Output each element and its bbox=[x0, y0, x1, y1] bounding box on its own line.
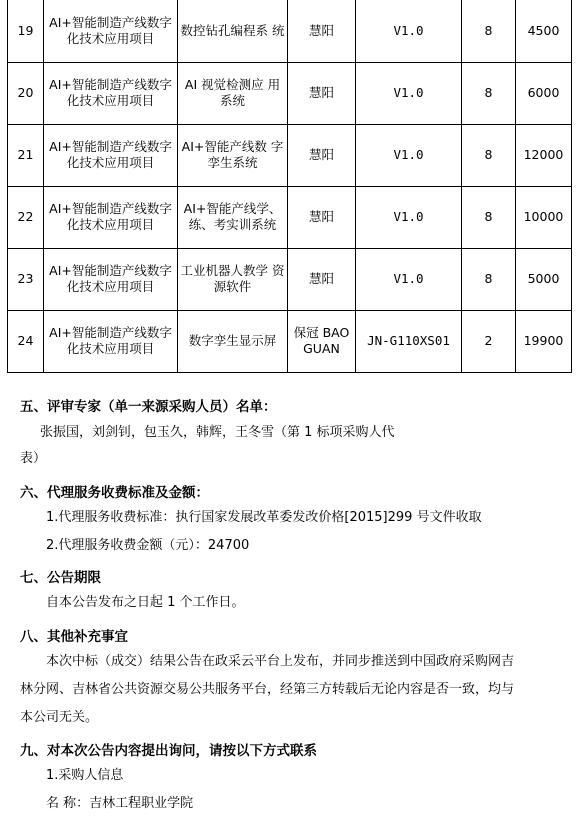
supplementary-text-line: 林分网、吉林省公共资源交易公共服务平台，经第三方转载后无论内容是否一致，均与 bbox=[20, 682, 515, 697]
item-name: 工业机器人教学 资源软件 bbox=[178, 248, 288, 310]
fee-standard-text: 1.代理服务收费标准：执行国家发展改革委发改价格[2015]299 号文件收取 bbox=[46, 510, 482, 525]
row-number: 24 bbox=[8, 310, 44, 372]
item-model: V1.0 bbox=[356, 248, 462, 310]
item-name: AI 视觉检测应 用系统 bbox=[178, 62, 288, 124]
row-number: 21 bbox=[8, 124, 44, 186]
item-price: 6000 bbox=[516, 62, 572, 124]
item-model: V1.0 bbox=[356, 186, 462, 248]
section-heading-experts: 五、评审专家（单一来源采购人员）名单： bbox=[20, 399, 277, 415]
item-price: 10000 bbox=[516, 186, 572, 248]
row-number: 22 bbox=[8, 186, 44, 248]
item-quantity: 8 bbox=[462, 248, 516, 310]
supplementary-text-line: 本次中标（成交）结果公告在政采云平台上发布，并同步推送到中国政府采购网吉 bbox=[46, 654, 515, 669]
item-model: JN-G110XS01 bbox=[356, 310, 462, 372]
project-name: AI+智能制造产线数字化技术应用项目 bbox=[44, 248, 178, 310]
item-brand: 慧阳 bbox=[288, 248, 356, 310]
experts-list-line: 表） bbox=[20, 451, 47, 466]
item-name: 数字孪生显示屏 bbox=[178, 310, 288, 372]
project-name: AI+智能制造产线数字化技术应用项目 bbox=[44, 0, 178, 62]
item-name: AI+智能产线数 字孪生系统 bbox=[178, 124, 288, 186]
item-brand: 慧阳 bbox=[288, 0, 356, 62]
item-brand: 慧阳 bbox=[288, 124, 356, 186]
procurement-items-table bbox=[7, 0, 572, 373]
item-brand: 慧阳 bbox=[288, 186, 356, 248]
section-heading-contact: 九、对本次公告内容提出询问，请按以下方式联系 bbox=[20, 743, 317, 759]
fee-amount-text: 2.代理服务收费金额（元）：24700 bbox=[46, 538, 250, 553]
item-quantity: 8 bbox=[462, 124, 516, 186]
item-quantity: 8 bbox=[462, 186, 516, 248]
row-number: 23 bbox=[8, 248, 44, 310]
item-model: V1.0 bbox=[356, 62, 462, 124]
item-price: 12000 bbox=[516, 124, 572, 186]
purchaser-name-text: 名 称：吉林工程职业学院 bbox=[46, 796, 194, 811]
section-heading-agency-fee: 六、代理服务收费标准及金额： bbox=[20, 485, 209, 501]
table-row bbox=[8, 248, 572, 310]
item-model: V1.0 bbox=[356, 124, 462, 186]
item-price: 4500 bbox=[516, 0, 572, 62]
item-quantity: 2 bbox=[462, 310, 516, 372]
section-heading-notice-period: 七、公告期限 bbox=[20, 570, 101, 586]
item-price: 5000 bbox=[516, 248, 572, 310]
notice-period-text: 自本公告发布之日起 1 个工作日。 bbox=[46, 595, 245, 610]
supplementary-text-line: 本公司无关。 bbox=[20, 710, 99, 725]
row-number: 19 bbox=[8, 0, 44, 62]
item-name: 数控钻孔编程系 统 bbox=[178, 0, 288, 62]
item-name: AI+智能产线学、 练、考实训系统 bbox=[178, 186, 288, 248]
table-row bbox=[8, 124, 572, 186]
table-row bbox=[8, 186, 572, 248]
table-row bbox=[8, 310, 572, 372]
table-row bbox=[8, 0, 572, 62]
item-model: V1.0 bbox=[356, 0, 462, 62]
item-brand: 慧阳 bbox=[288, 62, 356, 124]
purchaser-info-label: 1.采购人信息 bbox=[46, 768, 124, 783]
project-name: AI+智能制造产线数字化技术应用项目 bbox=[44, 62, 178, 124]
item-quantity: 8 bbox=[462, 0, 516, 62]
project-name: AI+智能制造产线数字化技术应用项目 bbox=[44, 186, 178, 248]
project-name: AI+智能制造产线数字化技术应用项目 bbox=[44, 124, 178, 186]
row-number: 20 bbox=[8, 62, 44, 124]
item-brand: 保冠 BAO GUAN bbox=[288, 310, 356, 372]
item-price: 19900 bbox=[516, 310, 572, 372]
item-quantity: 8 bbox=[462, 62, 516, 124]
project-name: AI+智能制造产线数字化技术应用项目 bbox=[44, 310, 178, 372]
table-row bbox=[8, 62, 572, 124]
section-heading-supplementary: 八、其他补充事宜 bbox=[20, 629, 128, 645]
experts-list-line: 张振国，刘剑钊，包玉久，韩辉，王冬雪（第 1 标项采购人代 bbox=[40, 425, 395, 440]
